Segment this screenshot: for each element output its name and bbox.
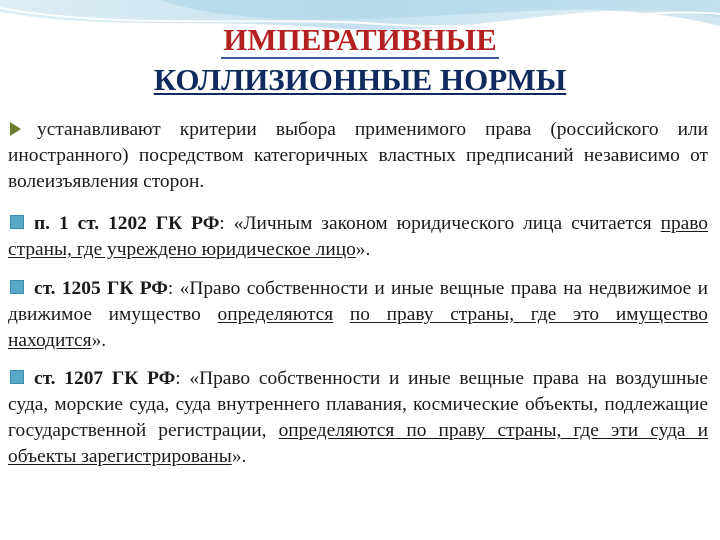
slide-body (8, 117, 708, 482)
underlined-rule: по праву страны, где это имущество находится (8, 304, 708, 351)
law-reference: ст. 1205 ГК РФ (34, 278, 168, 299)
square-bullet-icon (10, 370, 24, 384)
title-line-1: ИМПЕРАТИВНЫЕ (223, 22, 497, 57)
square-bullet-icon (10, 215, 24, 229)
arrow-bullet-icon (10, 122, 21, 136)
title-line-2: КОЛЛИЗИОННЫЕ НОРМЫ (153, 62, 567, 97)
paragraph-definition: устанавливают критерии выбора применимого права (российского или иностранного) посредством категоричных властных предписаний независимо от волеизъявления сторон. (8, 119, 708, 192)
underlined-rule: определяются по праву страны, где эти суда и объекты зарегистрированы (8, 420, 709, 467)
square-bullet-icon (10, 280, 24, 294)
paragraph-art-1202: п. 1 ст. 1202 ГК РФ: «Личным законом юридического лица считается право страны, где учреждено юридическое лицо». (8, 213, 708, 260)
slide-title (0, 20, 720, 100)
law-reference: ст. 1207 ГК РФ (34, 368, 176, 389)
underlined-rule: право страны, где учреждено юридическое лицо (8, 213, 708, 260)
underlined-rule: определяются (217, 304, 334, 325)
law-reference: п. 1 ст. 1202 ГК РФ (34, 213, 220, 234)
paragraph-art-1205: ст. 1205 ГК РФ: «Право собственности и иные вещные права на недвижимое и движимое имущество определяются по праву страны, где это имущество находится». (8, 278, 708, 351)
paragraph-art-1207: ст. 1207 ГК РФ: «Право собственности и иные вещные права на воздушные суда, морские суда, суда внутреннего плавания, космические объекты, подлежащие государственной регистрации, определяются по праву страны, где эти суда и объекты зарегистрированы». (8, 368, 709, 467)
